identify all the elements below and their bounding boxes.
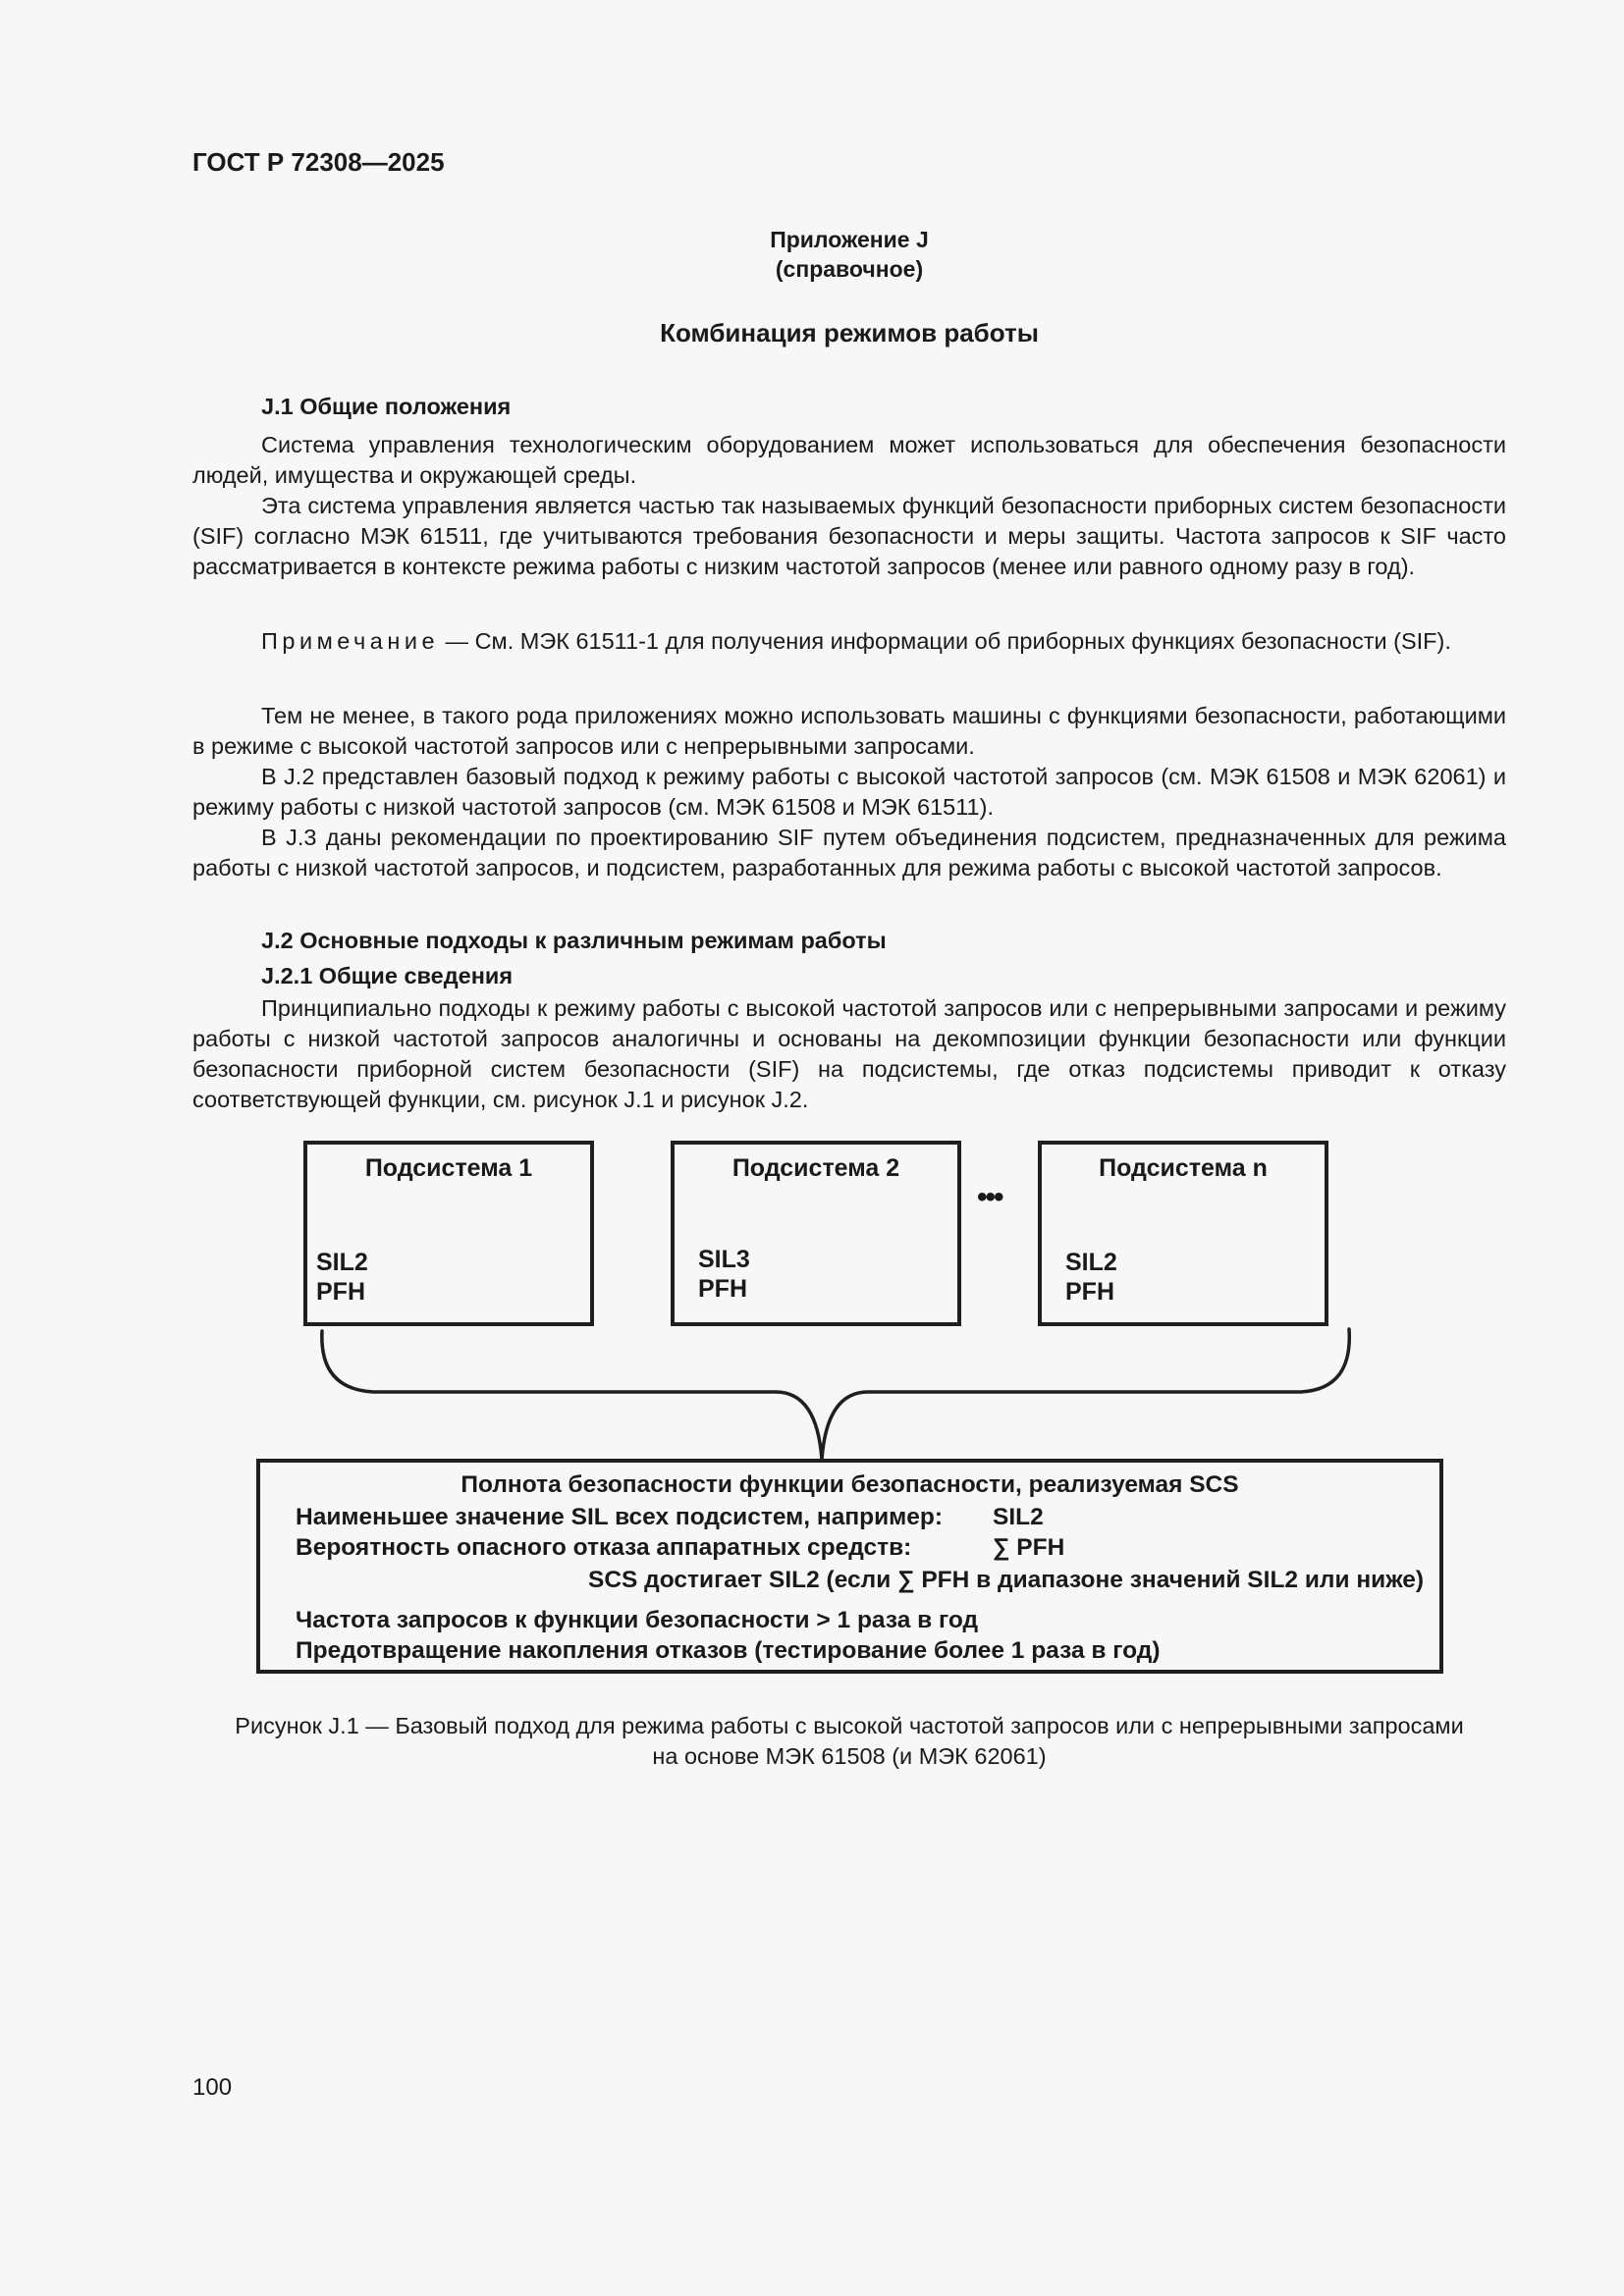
subsystem-pfh: PFH <box>316 1278 365 1306</box>
section-j1-heading: J.1 Общие положения <box>261 394 512 419</box>
subsystem-sil: SIL3 <box>698 1246 750 1273</box>
lowest-sil-label: Наименьшее значение SIL всех подсистем, например: <box>296 1504 944 1530</box>
figure-caption-line2: на основе МЭК 61508 (и МЭК 62061) <box>652 1743 1047 1769</box>
paragraph: Эта система управления является частью так называемых функций безопасности приборных систем безопасности (SIF) согласно МЭК 61511, где учитываются требования безопасности и меры защиты. Частота запросов к SIF часто рассматривается в контексте режима работы с низким частотой запросов (менее или равного одному разу в год). <box>192 493 1506 579</box>
figure-caption-line1: Рисунок J.1 — Базовый подход для режима работы с высокой частотой запросов или с непрерывными запросами <box>235 1713 1464 1738</box>
annex-heading: Комбинация режимов работы <box>660 318 1039 347</box>
note-label: Примечание <box>261 628 440 654</box>
subsystem-pfh: PFH <box>698 1275 747 1303</box>
subsystem-sil: SIL2 <box>316 1249 368 1276</box>
paragraph: В J.3 даны рекомендации по проектированию SIF путем объединения подсистем, предназначенных для режима работы с низкой частотой запросов, и подсистем, разработанных для режима работы с высокой частотой запросов. <box>192 825 1506 881</box>
demand-rate: Частота запросов к функции безопасности > 1 раза в год <box>296 1607 979 1633</box>
subsystem-pfh: PFH <box>1065 1278 1114 1306</box>
subsystem-title: Подсистема 1 <box>364 1154 533 1182</box>
page-number: 100 <box>192 2074 233 2101</box>
paragraph: В J.2 представлен базовый подход к режиму работы с высокой частотой запросов (см. МЭК 61508 и МЭК 62061) и режиму работы с низкой частотой запросов (см. МЭК 61508 и МЭК 61511). <box>192 764 1506 820</box>
subsystem-title: Подсистема 2 <box>731 1154 900 1182</box>
paragraph: Система управления технологическим оборудованием может использоваться для обеспечения безопасности людей, имущества и окружающей среды. <box>192 432 1506 488</box>
result-title: Полнота безопасности функции безопасности, реализуемая SCS <box>460 1471 1239 1498</box>
ellipsis: ••• <box>977 1181 1002 1213</box>
paragraph: Принципиально подходы к режиму работы с высокой частотой запросов или с непрерывными запросами и режиму работы с низкой частотой запросов аналогичны и основаны на декомпозиции функции безопасности или функции безопасности приборной систем безопасности (SIF) на подсистемы, где отказ подсистемы приводит к отказу соответствующей функции, см. рисунок J.1 и рисунок J.2. <box>192 995 1506 1112</box>
document-header: ГОСТ Р 72308—2025 <box>192 147 445 177</box>
section-j21-heading: J.2.1 Общие сведения <box>261 963 514 988</box>
note-text: — См. МЭК 61511-1 для получения информации об приборных функциях безопасности (SIF). <box>439 628 1451 654</box>
subsystem-title: Подсистема n <box>1099 1154 1268 1182</box>
paragraph: Тем не менее, в такого рода приложениях можно использовать машины с функциями безопасности, работающими в режиме с высокой частотой запросов или с непрерывными запросами. <box>192 703 1506 759</box>
result-box <box>256 1459 1443 1674</box>
pfh-label: Вероятность опасного отказа аппаратных средств: <box>296 1534 912 1561</box>
section-j2-heading: J.2 Основные подходы к различным режимам работы <box>261 928 887 953</box>
scs-conclusion: SCS достигает SIL2 (если ∑ PFH в диапазоне значений SIL2 или ниже) <box>588 1567 1425 1593</box>
annex-title: Приложение J <box>770 227 929 252</box>
subsystem-sil: SIL2 <box>1065 1249 1117 1276</box>
pfh-value: ∑ PFH <box>993 1534 1065 1561</box>
lowest-sil-value: SIL2 <box>993 1504 1044 1530</box>
annex-status: (справочное) <box>775 256 924 282</box>
fault-accumulation: Предотвращение накопления отказов (тестирование более 1 раза в год) <box>296 1637 1161 1664</box>
